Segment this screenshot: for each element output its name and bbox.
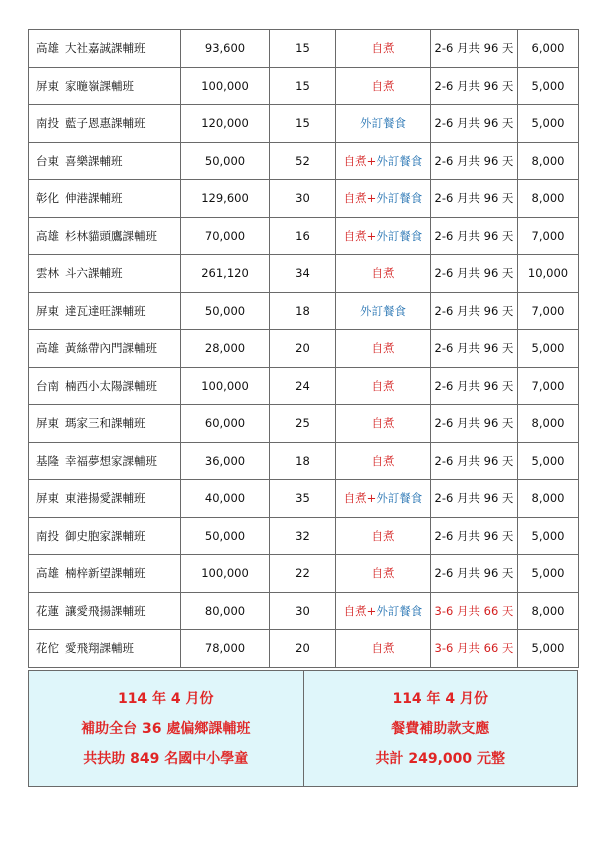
table-row	[29, 30, 579, 68]
period-cell: 2-6 月共 96 天	[431, 442, 518, 480]
meal-type-part: 自煮	[343, 491, 367, 506]
subsidy-table	[28, 29, 579, 668]
meal-type-part: +	[366, 491, 377, 506]
monthly-cell: 8,000	[518, 142, 579, 180]
summary-left	[29, 671, 303, 786]
summary-left-month: 114 年 4 月份	[117, 690, 214, 707]
class-name-cell	[29, 517, 181, 555]
table-row	[29, 405, 579, 443]
table-row	[29, 292, 579, 330]
amount-cell: 50,000	[181, 142, 270, 180]
meal-type-part: 外訂餐食	[376, 191, 423, 206]
meal-type-part: 自煮	[371, 78, 395, 93]
city-label: 高雄	[36, 228, 59, 243]
students-cell: 15	[270, 30, 336, 68]
amount-cell: 100,000	[181, 555, 270, 593]
summary-right-funding: 餐費補助款支應	[391, 720, 490, 737]
meal-type-part: +	[366, 603, 377, 618]
class-name-label: 御史胞家課輔班	[65, 528, 146, 543]
city-label: 雲林	[36, 266, 59, 281]
meal-type-cell	[336, 105, 431, 143]
meal-type-cell	[336, 517, 431, 555]
city-label: 高雄	[36, 41, 59, 56]
class-name-cell	[29, 142, 181, 180]
monthly-cell: 8,000	[518, 592, 579, 630]
students-cell: 15	[270, 67, 336, 105]
city-label: 高雄	[36, 566, 59, 581]
amount-cell: 28,000	[181, 330, 270, 368]
students-cell: 24	[270, 367, 336, 405]
table-row	[29, 442, 579, 480]
period-cell: 2-6 月共 96 天	[431, 555, 518, 593]
meal-type-part: 外訂餐食	[360, 303, 406, 318]
city-label: 花佗	[36, 641, 59, 656]
monthly-cell: 5,000	[518, 442, 579, 480]
amount-cell: 93,600	[181, 30, 270, 68]
period-cell: 2-6 月共 96 天	[431, 405, 518, 443]
meal-type-part: 自煮	[371, 266, 395, 281]
period-cell: 2-6 月共 96 天	[431, 367, 518, 405]
monthly-cell: 7,000	[518, 367, 579, 405]
period-cell: 2-6 月共 96 天	[431, 30, 518, 68]
city-label: 南投	[36, 116, 59, 131]
meal-type-cell	[336, 142, 431, 180]
class-name-label: 東港揚愛課輔班	[65, 491, 146, 506]
class-name-label: 愛飛翔課輔班	[65, 641, 134, 656]
city-label: 台東	[36, 153, 59, 168]
students-cell: 18	[270, 442, 336, 480]
class-name-cell	[29, 30, 181, 68]
amount-cell: 129,600	[181, 180, 270, 218]
city-label: 基隆	[36, 453, 59, 468]
table-row	[29, 592, 579, 630]
class-name-label: 瑪家三和課輔班	[65, 416, 146, 431]
meal-type-cell	[336, 592, 431, 630]
table-body	[29, 30, 579, 668]
amount-cell: 261,120	[181, 255, 270, 293]
students-cell: 35	[270, 480, 336, 518]
class-name-label: 幸福夢想家課輔班	[65, 453, 157, 468]
table-row	[29, 630, 579, 668]
meal-type-part: 自煮	[343, 603, 367, 618]
monthly-cell: 5,000	[518, 630, 579, 668]
monthly-cell: 8,000	[518, 480, 579, 518]
amount-cell: 50,000	[181, 517, 270, 555]
class-name-cell	[29, 405, 181, 443]
table-row	[29, 105, 579, 143]
students-cell: 52	[270, 142, 336, 180]
period-cell: 2-6 月共 96 天	[431, 292, 518, 330]
table-row	[29, 255, 579, 293]
class-name-cell	[29, 555, 181, 593]
city-label: 花蓮	[36, 603, 59, 618]
class-name-label: 讓愛飛揚課輔班	[65, 603, 146, 618]
monthly-cell: 5,000	[518, 555, 579, 593]
amount-cell: 100,000	[181, 67, 270, 105]
city-label: 高雄	[36, 341, 59, 356]
meal-type-part: 自煮	[371, 641, 395, 656]
amount-cell: 80,000	[181, 592, 270, 630]
city-label: 屏東	[36, 78, 59, 93]
monthly-cell: 7,000	[518, 217, 579, 255]
amount-cell: 120,000	[181, 105, 270, 143]
meal-type-part: 外訂餐食	[360, 116, 406, 131]
period-cell: 2-6 月共 96 天	[431, 67, 518, 105]
meal-type-cell	[336, 330, 431, 368]
meal-type-cell	[336, 30, 431, 68]
city-label: 屏東	[36, 416, 59, 431]
city-label: 屏東	[36, 303, 59, 318]
class-name-cell	[29, 442, 181, 480]
amount-cell: 70,000	[181, 217, 270, 255]
period-cell: 2-6 月共 96 天	[431, 255, 518, 293]
meal-type-part: +	[366, 153, 377, 168]
class-name-label: 楠西小太陽課輔班	[65, 378, 157, 393]
meal-type-part: 自煮	[371, 416, 395, 431]
students-cell: 30	[270, 180, 336, 218]
class-name-label: 家暆嶺課輔班	[65, 78, 134, 93]
class-name-cell	[29, 105, 181, 143]
meal-type-part: 外訂餐食	[376, 491, 423, 506]
period-cell: 2-6 月共 96 天	[431, 517, 518, 555]
meal-type-part: +	[366, 191, 377, 206]
summary-right-total: 共計 249,000 元整	[375, 750, 505, 767]
meal-type-part: 外訂餐食	[376, 153, 423, 168]
meal-type-cell	[336, 630, 431, 668]
summary-box	[28, 670, 578, 787]
amount-cell: 50,000	[181, 292, 270, 330]
students-cell: 22	[270, 555, 336, 593]
summary-right-month: 114 年 4 月份	[392, 690, 489, 707]
period-cell: 2-6 月共 96 天	[431, 142, 518, 180]
meal-type-cell	[336, 255, 431, 293]
monthly-cell: 6,000	[518, 30, 579, 68]
students-cell: 25	[270, 405, 336, 443]
monthly-cell: 10,000	[518, 255, 579, 293]
class-name-label: 楠梓新望課輔班	[65, 566, 146, 581]
meal-type-part: 外訂餐食	[376, 603, 423, 618]
meal-type-part: +	[366, 228, 377, 243]
amount-cell: 78,000	[181, 630, 270, 668]
table-row	[29, 142, 579, 180]
class-name-cell	[29, 630, 181, 668]
meal-type-cell	[336, 480, 431, 518]
class-name-label: 伸港課輔班	[65, 191, 123, 206]
class-name-label: 喜樂課輔班	[65, 153, 123, 168]
monthly-cell: 8,000	[518, 405, 579, 443]
summary-right	[303, 671, 578, 786]
period-cell: 2-6 月共 96 天	[431, 480, 518, 518]
table-row	[29, 67, 579, 105]
period-cell: 2-6 月共 96 天	[431, 105, 518, 143]
meal-type-part: 自煮	[343, 228, 367, 243]
meal-type-part: 自煮	[343, 153, 367, 168]
students-cell: 20	[270, 630, 336, 668]
class-name-cell	[29, 255, 181, 293]
meal-type-part: 自煮	[343, 191, 367, 206]
amount-cell: 36,000	[181, 442, 270, 480]
meal-type-cell	[336, 292, 431, 330]
period-cell: 2-6 月共 96 天	[431, 180, 518, 218]
meal-type-part: 自煮	[371, 453, 395, 468]
meal-type-part: 自煮	[371, 528, 395, 543]
meal-type-cell	[336, 405, 431, 443]
table-row	[29, 517, 579, 555]
period-cell: 3-6 月共 66 天	[431, 592, 518, 630]
meal-type-part: 自煮	[371, 41, 395, 56]
students-cell: 32	[270, 517, 336, 555]
amount-cell: 100,000	[181, 367, 270, 405]
meal-type-part: 自煮	[371, 566, 395, 581]
class-name-cell	[29, 367, 181, 405]
class-name-label: 大社嘉誠課輔班	[65, 41, 146, 56]
students-cell: 18	[270, 292, 336, 330]
table-row	[29, 480, 579, 518]
class-name-label: 達瓦達旺課輔班	[65, 303, 146, 318]
amount-cell: 40,000	[181, 480, 270, 518]
class-name-cell	[29, 67, 181, 105]
meal-type-part: 自煮	[371, 341, 395, 356]
summary-left-students: 共扶助 849 名國中小學童	[83, 750, 249, 767]
class-name-cell	[29, 292, 181, 330]
monthly-cell: 5,000	[518, 67, 579, 105]
students-cell: 34	[270, 255, 336, 293]
city-label: 屏東	[36, 491, 59, 506]
table-row	[29, 330, 579, 368]
students-cell: 20	[270, 330, 336, 368]
meal-type-cell	[336, 442, 431, 480]
class-name-cell	[29, 480, 181, 518]
class-name-label: 黃絲帶內門課輔班	[65, 341, 157, 356]
students-cell: 30	[270, 592, 336, 630]
meal-type-cell	[336, 180, 431, 218]
students-cell: 16	[270, 217, 336, 255]
summary-left-classes: 補助全台 36 處偏鄉課輔班	[81, 720, 251, 737]
table-row	[29, 555, 579, 593]
class-name-label: 杉林貓頭鷹課輔班	[65, 228, 157, 243]
monthly-cell: 8,000	[518, 180, 579, 218]
meal-type-part: 自煮	[371, 378, 395, 393]
table-row	[29, 180, 579, 218]
city-label: 彰化	[36, 191, 59, 206]
city-label: 台南	[36, 378, 59, 393]
class-name-cell	[29, 217, 181, 255]
meal-type-cell	[336, 217, 431, 255]
class-name-cell	[29, 592, 181, 630]
monthly-cell: 5,000	[518, 330, 579, 368]
city-label: 南投	[36, 528, 59, 543]
amount-cell: 60,000	[181, 405, 270, 443]
period-cell: 2-6 月共 96 天	[431, 217, 518, 255]
monthly-cell: 7,000	[518, 292, 579, 330]
class-name-cell	[29, 330, 181, 368]
monthly-cell: 5,000	[518, 517, 579, 555]
period-cell: 2-6 月共 96 天	[431, 330, 518, 368]
meal-type-part: 外訂餐食	[376, 228, 423, 243]
meal-type-cell	[336, 67, 431, 105]
period-cell: 3-6 月共 66 天	[431, 630, 518, 668]
class-name-cell	[29, 180, 181, 218]
meal-type-cell	[336, 367, 431, 405]
meal-type-cell	[336, 555, 431, 593]
table-row	[29, 217, 579, 255]
class-name-label: 藍子恩惠課輔班	[65, 116, 146, 131]
monthly-cell: 5,000	[518, 105, 579, 143]
class-name-label: 斗六課輔班	[65, 266, 123, 281]
table-row	[29, 367, 579, 405]
students-cell: 15	[270, 105, 336, 143]
